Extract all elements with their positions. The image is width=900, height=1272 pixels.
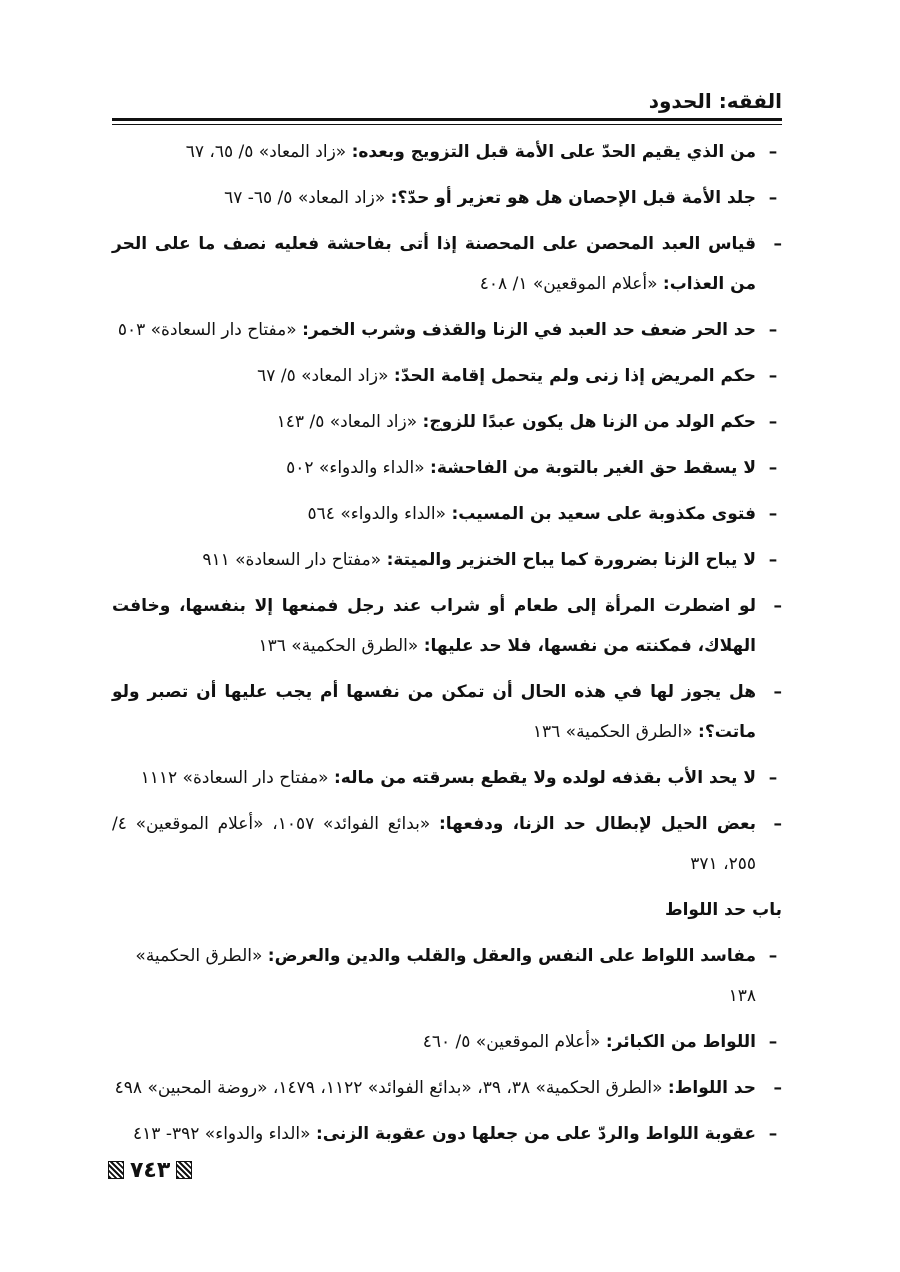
- entry-reference: «مفتاح دار السعادة» ٩١١: [202, 550, 382, 570]
- entry-topic: لا يحد الأب بقذفه لولده ولا يقطع بسرقته من ماله:: [334, 768, 756, 788]
- entry-reference: «مفتاح دار السعادة» ١١١٢: [140, 768, 329, 788]
- entry-topic: لا يباح الزنا بضرورة كما يباح الخنزير والميتة:: [386, 550, 756, 570]
- entry-dash: –: [768, 550, 778, 570]
- index-entry: [112, 448, 782, 488]
- index-entry: [112, 402, 782, 442]
- entry-dash: –: [773, 596, 782, 616]
- entry-dash: –: [768, 366, 778, 386]
- index-entry: [112, 132, 782, 172]
- entry-dash: –: [768, 1124, 778, 1144]
- index-entry: [112, 1022, 782, 1062]
- entry-reference: «أعلام الموقعين» ٥/ ٤٦٠: [422, 1032, 601, 1052]
- ornament-right-icon: [176, 1161, 192, 1179]
- entry-topic: من الذي يقيم الحدّ على الأمة قبل التزويج وبعده:: [351, 142, 756, 162]
- entry-dash: –: [768, 1032, 778, 1052]
- entry-topic: لا يسقط حق الغير بالتوبة من الفاحشة:: [430, 458, 756, 478]
- entry-dash: –: [773, 682, 782, 702]
- index-entry: [112, 586, 782, 666]
- index-entry: [112, 224, 782, 304]
- entry-dash: –: [768, 504, 778, 524]
- index-entry: [112, 310, 782, 350]
- page-number: ٧٤٣: [130, 1157, 171, 1183]
- entry-reference: «الداء والدواء» ٥٦٤: [307, 504, 447, 524]
- index-entry: [112, 936, 782, 1016]
- index-entry: [112, 1114, 782, 1154]
- entry-topic: مفاسد اللواط على النفس والعقل والقلب والدين والعرض:: [267, 946, 756, 966]
- index-entry: [112, 1068, 782, 1108]
- index-entry: [112, 494, 782, 534]
- entry-reference: «بدائع الفوائد» ١٠٥٧، «أعلام الموقعين» ٤/ ٢٥٥، ٣٧١: [112, 814, 756, 874]
- index-content: [112, 132, 782, 1160]
- entry-topic: لو اضطرت المرأة إلى طعام أو شراب عند رجل فمنعها إلا بنفسها، وخافت الهلاك، فمكنته من نفسها، فلا حد عليها:: [112, 596, 756, 656]
- entry-reference: «الطرق الحكمية» ١٣٦: [258, 636, 419, 656]
- entry-topic: قياس العبد المحصن على المحصنة إذا أتى بفاحشة فعليه نصف ما على الحر من العذاب:: [112, 234, 756, 294]
- entry-reference: «زاد المعاد» ٥/ ٦٧: [257, 366, 389, 386]
- header-title: الفقه: الحدود: [648, 89, 782, 113]
- entry-reference: «الداء والدواء» ٣٩٢- ٤١٣: [133, 1124, 311, 1144]
- header-rule-thick: [112, 118, 782, 121]
- index-entry: [112, 178, 782, 218]
- entry-topic: جلد الأمة قبل الإحصان هل هو تعزير أو حدّ؟:: [390, 188, 756, 208]
- entry-topic: هل يجوز لها في هذه الحال أن تمكن من نفسها أم يجب عليها أن تصبر ولو ماتت؟:: [112, 682, 756, 742]
- index-entry: [112, 356, 782, 396]
- entry-dash: –: [768, 188, 778, 208]
- entries-list-liwat: [112, 936, 782, 1154]
- index-entry: [112, 540, 782, 580]
- entry-reference: «مفتاح دار السعادة» ٥٠٣: [117, 320, 297, 340]
- entry-topic: اللواط من الكبائر:: [605, 1032, 756, 1052]
- entry-dash: –: [768, 320, 778, 340]
- entry-topic: حكم المريض إذا زنى ولم يتحمل إقامة الحدّ:: [393, 366, 756, 386]
- entry-dash: –: [768, 412, 778, 432]
- ornament-left-icon: [108, 1161, 124, 1179]
- index-entry: [112, 758, 782, 798]
- entry-dash: –: [768, 946, 778, 966]
- entry-topic: حد اللواط:: [667, 1078, 756, 1098]
- entry-dash: –: [768, 142, 778, 162]
- entry-topic: بعض الحيل لإبطال حد الزنا، ودفعها:: [438, 814, 756, 834]
- section-heading: باب حد اللواط: [664, 900, 782, 920]
- entry-reference: «زاد المعاد» ٥/ ٦٥- ٦٧: [224, 188, 386, 208]
- entry-topic: حد الحر ضعف حد العبد في الزنا والقذف وشرب الخمر:: [302, 320, 756, 340]
- entry-dash: –: [768, 768, 778, 788]
- entry-dash: –: [773, 1078, 782, 1098]
- entry-dash: –: [768, 458, 778, 478]
- entry-topic: عقوبة اللواط والردّ على من جعلها دون عقوبة الزنى:: [315, 1124, 756, 1144]
- index-entry: [112, 672, 782, 752]
- index-entry: [112, 804, 782, 884]
- entry-topic: حكم الولد من الزنا هل يكون عبدًا للزوج:: [422, 412, 756, 432]
- entry-reference: «الداء والدواء» ٥٠٢: [286, 458, 425, 478]
- header-rule-thin: [112, 124, 782, 125]
- entry-reference: «الطرق الحكمية» ٣٨، ٣٩، «بدائع الفوائد» ١١٢٢، ١٤٧٩، «روضة المحبين» ٤٩٨: [114, 1078, 663, 1098]
- entry-reference: «الطرق الحكمية» ١٣٦: [532, 722, 693, 742]
- entries-list-hudud: [112, 132, 782, 884]
- entry-reference: «أعلام الموقعين» ١/ ٤٠٨: [479, 274, 658, 294]
- entry-dash: –: [773, 234, 782, 254]
- entry-topic: فتوى مكذوبة على سعيد بن المسيب:: [451, 504, 756, 524]
- page-footer: [108, 1150, 192, 1190]
- entry-reference: «زاد المعاد» ٥/ ٦٥، ٦٧: [185, 142, 347, 162]
- running-header: [112, 84, 782, 120]
- entry-reference: «الطرق الحكمية» ١٣٨: [135, 946, 756, 1006]
- entry-dash: –: [773, 814, 782, 834]
- entry-reference: «زاد المعاد» ٥/ ١٤٣: [276, 412, 418, 432]
